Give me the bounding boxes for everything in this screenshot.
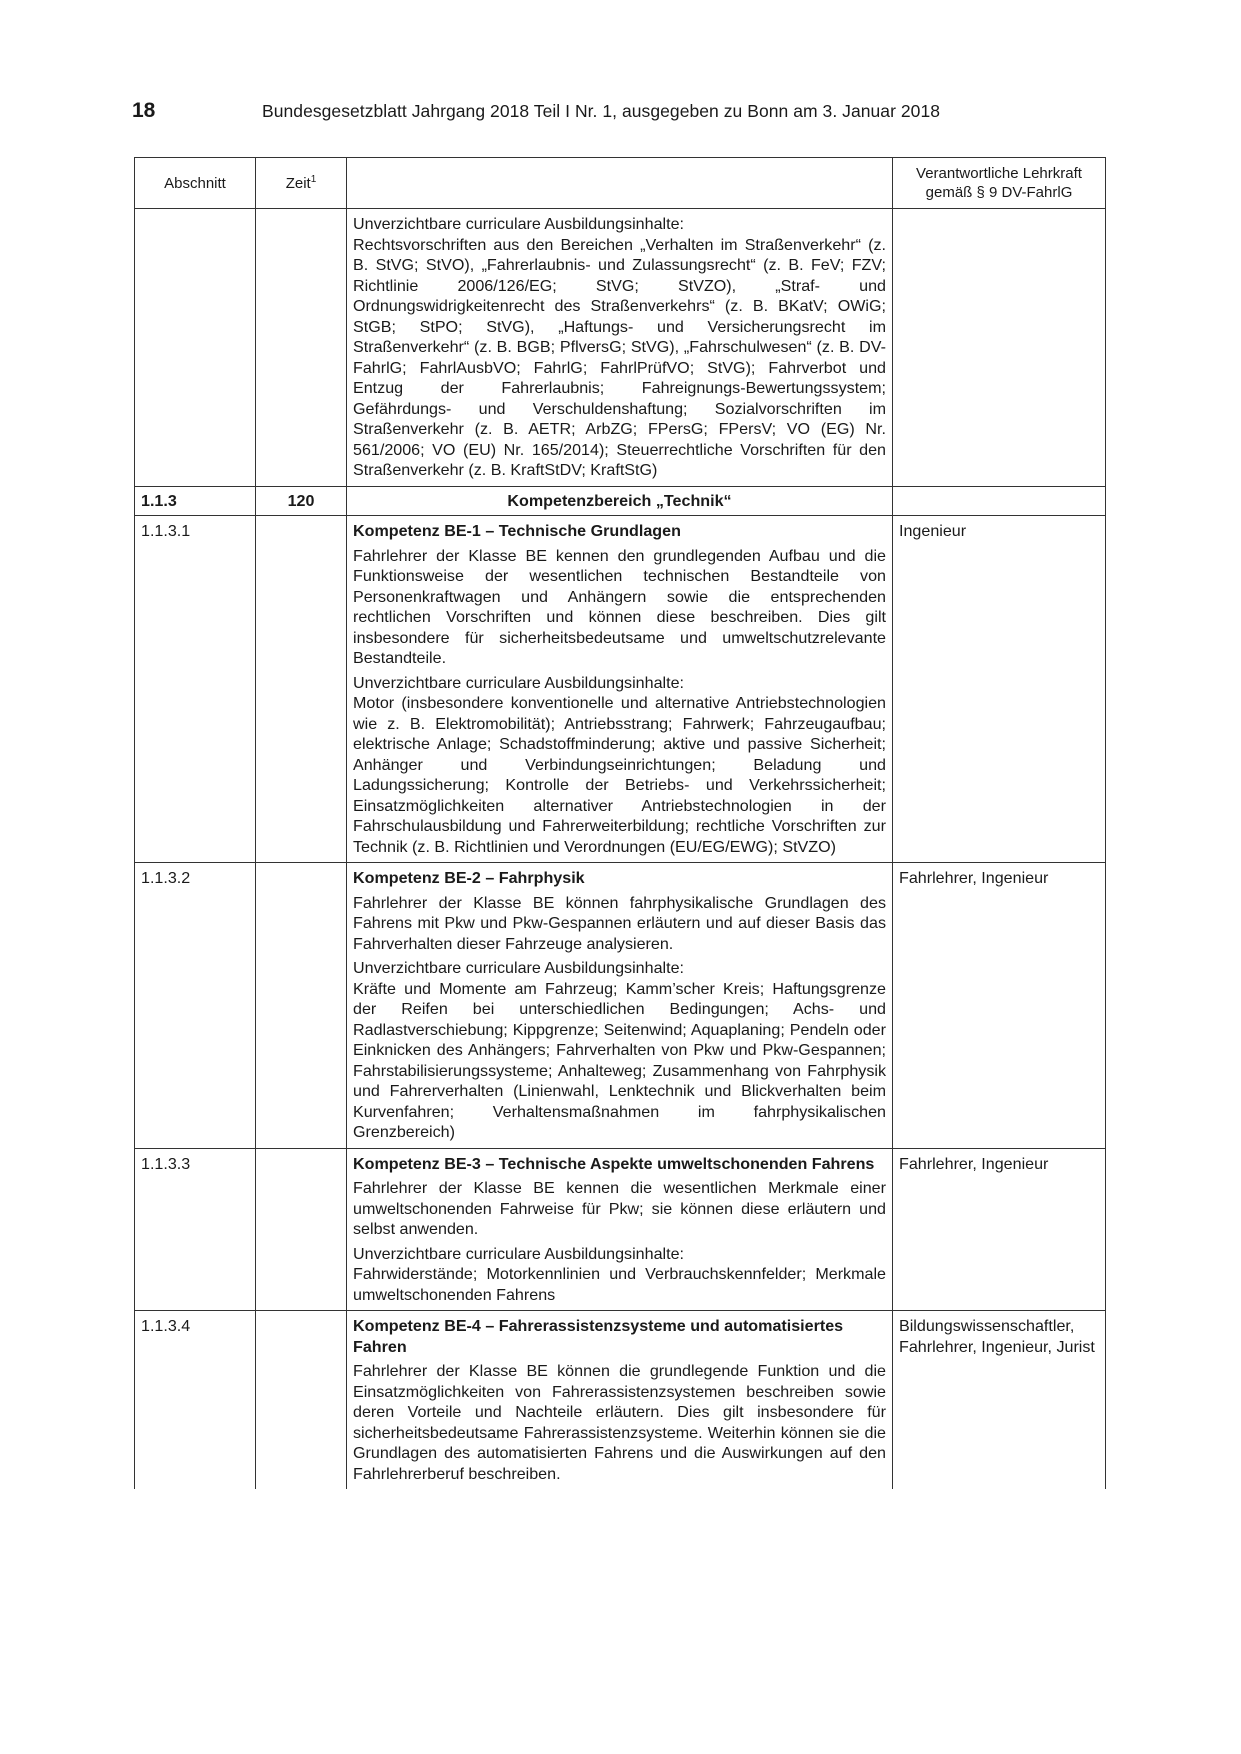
row-time bbox=[256, 863, 347, 1149]
row-teacher: Fahrlehrer, Ingenieur bbox=[893, 1148, 1106, 1311]
competence-description: Fahrlehrer der Klasse BE können die grundlegende Funktion und die Einsatzmöglichkeiten von Fahrerassistenzsystemen beschreiben sowie deren Vorteile und Nachteile erläutern. Dies gilt insbesondere für sicherheitsbedeutsame Fahrerassistenzsysteme. Weiterhin können sie die Grundlagen des automatisierten Fahrens und die Auswirkungen auf den Fahrlehrerberuf beschreiben. bbox=[353, 1362, 886, 1483]
row-content bbox=[347, 1148, 893, 1311]
footnote-marker: 1 bbox=[310, 173, 317, 185]
section-row bbox=[135, 486, 1106, 516]
row-time bbox=[256, 516, 347, 863]
content-text: Fahrwiderstände; Motorkennlinien und Verbrauchskennfelder; Merkmale umweltschonenden Fahrens bbox=[353, 1265, 886, 1304]
row-teacher: Ingenieur bbox=[893, 516, 1106, 863]
table-row bbox=[135, 516, 1106, 863]
content-text: Rechtsvorschriften aus den Bereichen „Verhalten im Straßenverkehr“ (z. B. StVG; StVO), „Fahrerlaubnis- und Zulassungsrecht“ (z. B. FeV; FZV; Richtlinie 2006/126/EG; StVG; StVZO), „Straf- und Ordnungswidrigkeitenrecht des Straßenverkehrs“ (z. B. BKatV; OWiG; StGB; StPO; StVG), „Haftungs- und Versicherungsrecht im Straßenverkehr“ (z. B. BGB; PflversG; StVG), „Fahrschulwesen“ (z. B. DV-FahrlG; FahrlAusbVO; FahrlG; FahrlPrüfVO; StVG); Fahrverbot und Entzug der Fahrerlaubnis; Fahreignungs-Bewertungssystem; Gefährdungs- und Verschuldenshaftung; Sozialvorschriften im Straßenverkehr (z. B. AETR; ArbZG; FPersG; FPersV; VO (EG) Nr. 561/2006; VO (EU) Nr. 165/2014); Steuerrechtliche Vorschriften für den Straßenverkehr (z. B. KraftStDV; KraftStG) bbox=[353, 235, 886, 479]
competence-content bbox=[353, 958, 886, 1143]
row-teacher: Fahrlehrer, Ingenieur bbox=[893, 863, 1106, 1149]
row-time bbox=[256, 1311, 347, 1490]
content-text: Kräfte und Momente am Fahrzeug; Kamm’scher Kreis; Haftungsgrenze der Reifen bei unterschiedlichen Bedingungen; Achs- und Radlastverschiebung; Kippgrenze; Seitenwind; Aquaplaning; Pendeln oder Einknicken des Anhängers; Fahrverhalten von Pkw und Pkw-Gespannen; Fahrstabilisierungssysteme; Anhalteweg; Zusammenhang von Fahrphysik und Fahrerverhalten (Linienwahl, Lenktechnik und Blickverhalten beim Kurvenfahren; Verhaltensmaßnahmen im fahrphysikalischen Grenzbereich) bbox=[353, 979, 886, 1141]
table-row-continuation bbox=[135, 209, 1106, 487]
content-label: Unverzichtbare curriculare Ausbildungsinhalte: bbox=[353, 673, 684, 692]
row-number: 1.1.3.2 bbox=[135, 863, 256, 1149]
table-header-row bbox=[135, 158, 1106, 209]
header-abschnitt: Abschnitt bbox=[135, 158, 256, 209]
competence-title: Kompetenz BE-2 – Fahrphysik bbox=[353, 869, 585, 887]
section-teacher bbox=[893, 486, 1106, 516]
cell-content bbox=[347, 209, 893, 487]
content-label: Unverzichtbare curriculare Ausbildungsinhalte: bbox=[353, 1244, 684, 1263]
table-row bbox=[135, 863, 1106, 1149]
competence-content bbox=[353, 1244, 886, 1306]
section-time: 120 bbox=[256, 486, 347, 516]
header-content bbox=[347, 158, 893, 209]
row-content bbox=[347, 863, 893, 1149]
table-row bbox=[135, 1148, 1106, 1311]
header-lehrkraft: Verantwortliche Lehrkraft gemäß § 9 DV-FahrlG bbox=[893, 158, 1106, 209]
row-number: 1.1.3.3 bbox=[135, 1148, 256, 1311]
row-time bbox=[256, 1148, 347, 1311]
content-label: Unverzichtbare curriculare Ausbildungsinhalte: bbox=[353, 215, 684, 233]
competence-title: Kompetenz BE-1 – Technische Grundlagen bbox=[353, 522, 681, 540]
row-content bbox=[347, 516, 893, 863]
competence-description: Fahrlehrer der Klasse BE können fahrphysikalische Grundlagen des Fahrens mit Pkw und Pkw-Gespannen erläutern und auf dieser Basis das Fahrverhalten dieser Fahrzeuge analysieren. bbox=[353, 893, 886, 953]
cell-time bbox=[256, 209, 347, 487]
row-teacher: Bildungswissenschaftler, Fahrlehrer, Ingenieur, Jurist bbox=[893, 1311, 1106, 1490]
cell-number bbox=[135, 209, 256, 487]
competence-title: Kompetenz BE-4 – Fahrerassistenzsysteme und automatisiertes Fahren bbox=[353, 1317, 844, 1356]
section-number: 1.1.3 bbox=[135, 486, 256, 516]
cell-teacher bbox=[893, 209, 1106, 487]
header-zeit bbox=[256, 158, 347, 209]
competence-title: Kompetenz BE-3 – Technische Aspekte umweltschonenden Fahrens bbox=[353, 1154, 875, 1173]
curriculum-table bbox=[134, 157, 1106, 1489]
running-header: Bundesgesetzblatt Jahrgang 2018 Teil I Nr. 1, ausgegeben zu Bonn am 3. Januar 2018 bbox=[262, 101, 941, 121]
page-number: 18 bbox=[132, 99, 156, 122]
competence-description: Fahrlehrer der Klasse BE kennen die wesentlichen Merkmale einer umweltschonenden Fahrweise für Pkw; sie können diese erläutern und selbst anwenden. bbox=[353, 1179, 886, 1238]
row-number: 1.1.3.4 bbox=[135, 1311, 256, 1490]
table-row bbox=[135, 1311, 1106, 1490]
row-content bbox=[347, 1311, 893, 1490]
header-zeit-label: Zeit bbox=[285, 174, 311, 192]
section-title: Kompetenzbereich „Technik“ bbox=[347, 486, 893, 516]
competence-description: Fahrlehrer der Klasse BE kennen den grundlegenden Aufbau und die Funktionsweise der wesentlichen technischen Bestandteile von Personenkraftwagen und Anhängern sowie die entsprechenden rechtlichen Vorschriften und können diese beschreiben. Dies gilt insbesondere für sicherheitsbedeutsame und umweltschutzrelevante Bestandteile. bbox=[353, 546, 886, 667]
row-number: 1.1.3.1 bbox=[135, 516, 256, 863]
competence-content bbox=[353, 673, 886, 858]
content-text: Motor (insbesondere konventionelle und alternative Antriebstechnologien wie z. B. Elektromobilität); Antriebsstrang; Fahrwerk; Fahrzeugaufbau; elektrische Anlage; Schadstoffminderung; aktive und passive Sicherheit; Anhänger und Verbindungseinrichtungen; Beladung und Ladungssicherung; Kontrolle der Betriebs- und Verkehrssicherheit; Einsatzmöglichkeiten alternativer Antriebstechnologien in der Fahrschulausbildung und Fahrerweiterbildung; rechtliche Vorschriften zur Technik (z. B. Richtlinien und Verordnungen (EU/EG/EWG); StVZO) bbox=[353, 694, 886, 856]
content-label: Unverzichtbare curriculare Ausbildungsinhalte: bbox=[353, 959, 684, 977]
